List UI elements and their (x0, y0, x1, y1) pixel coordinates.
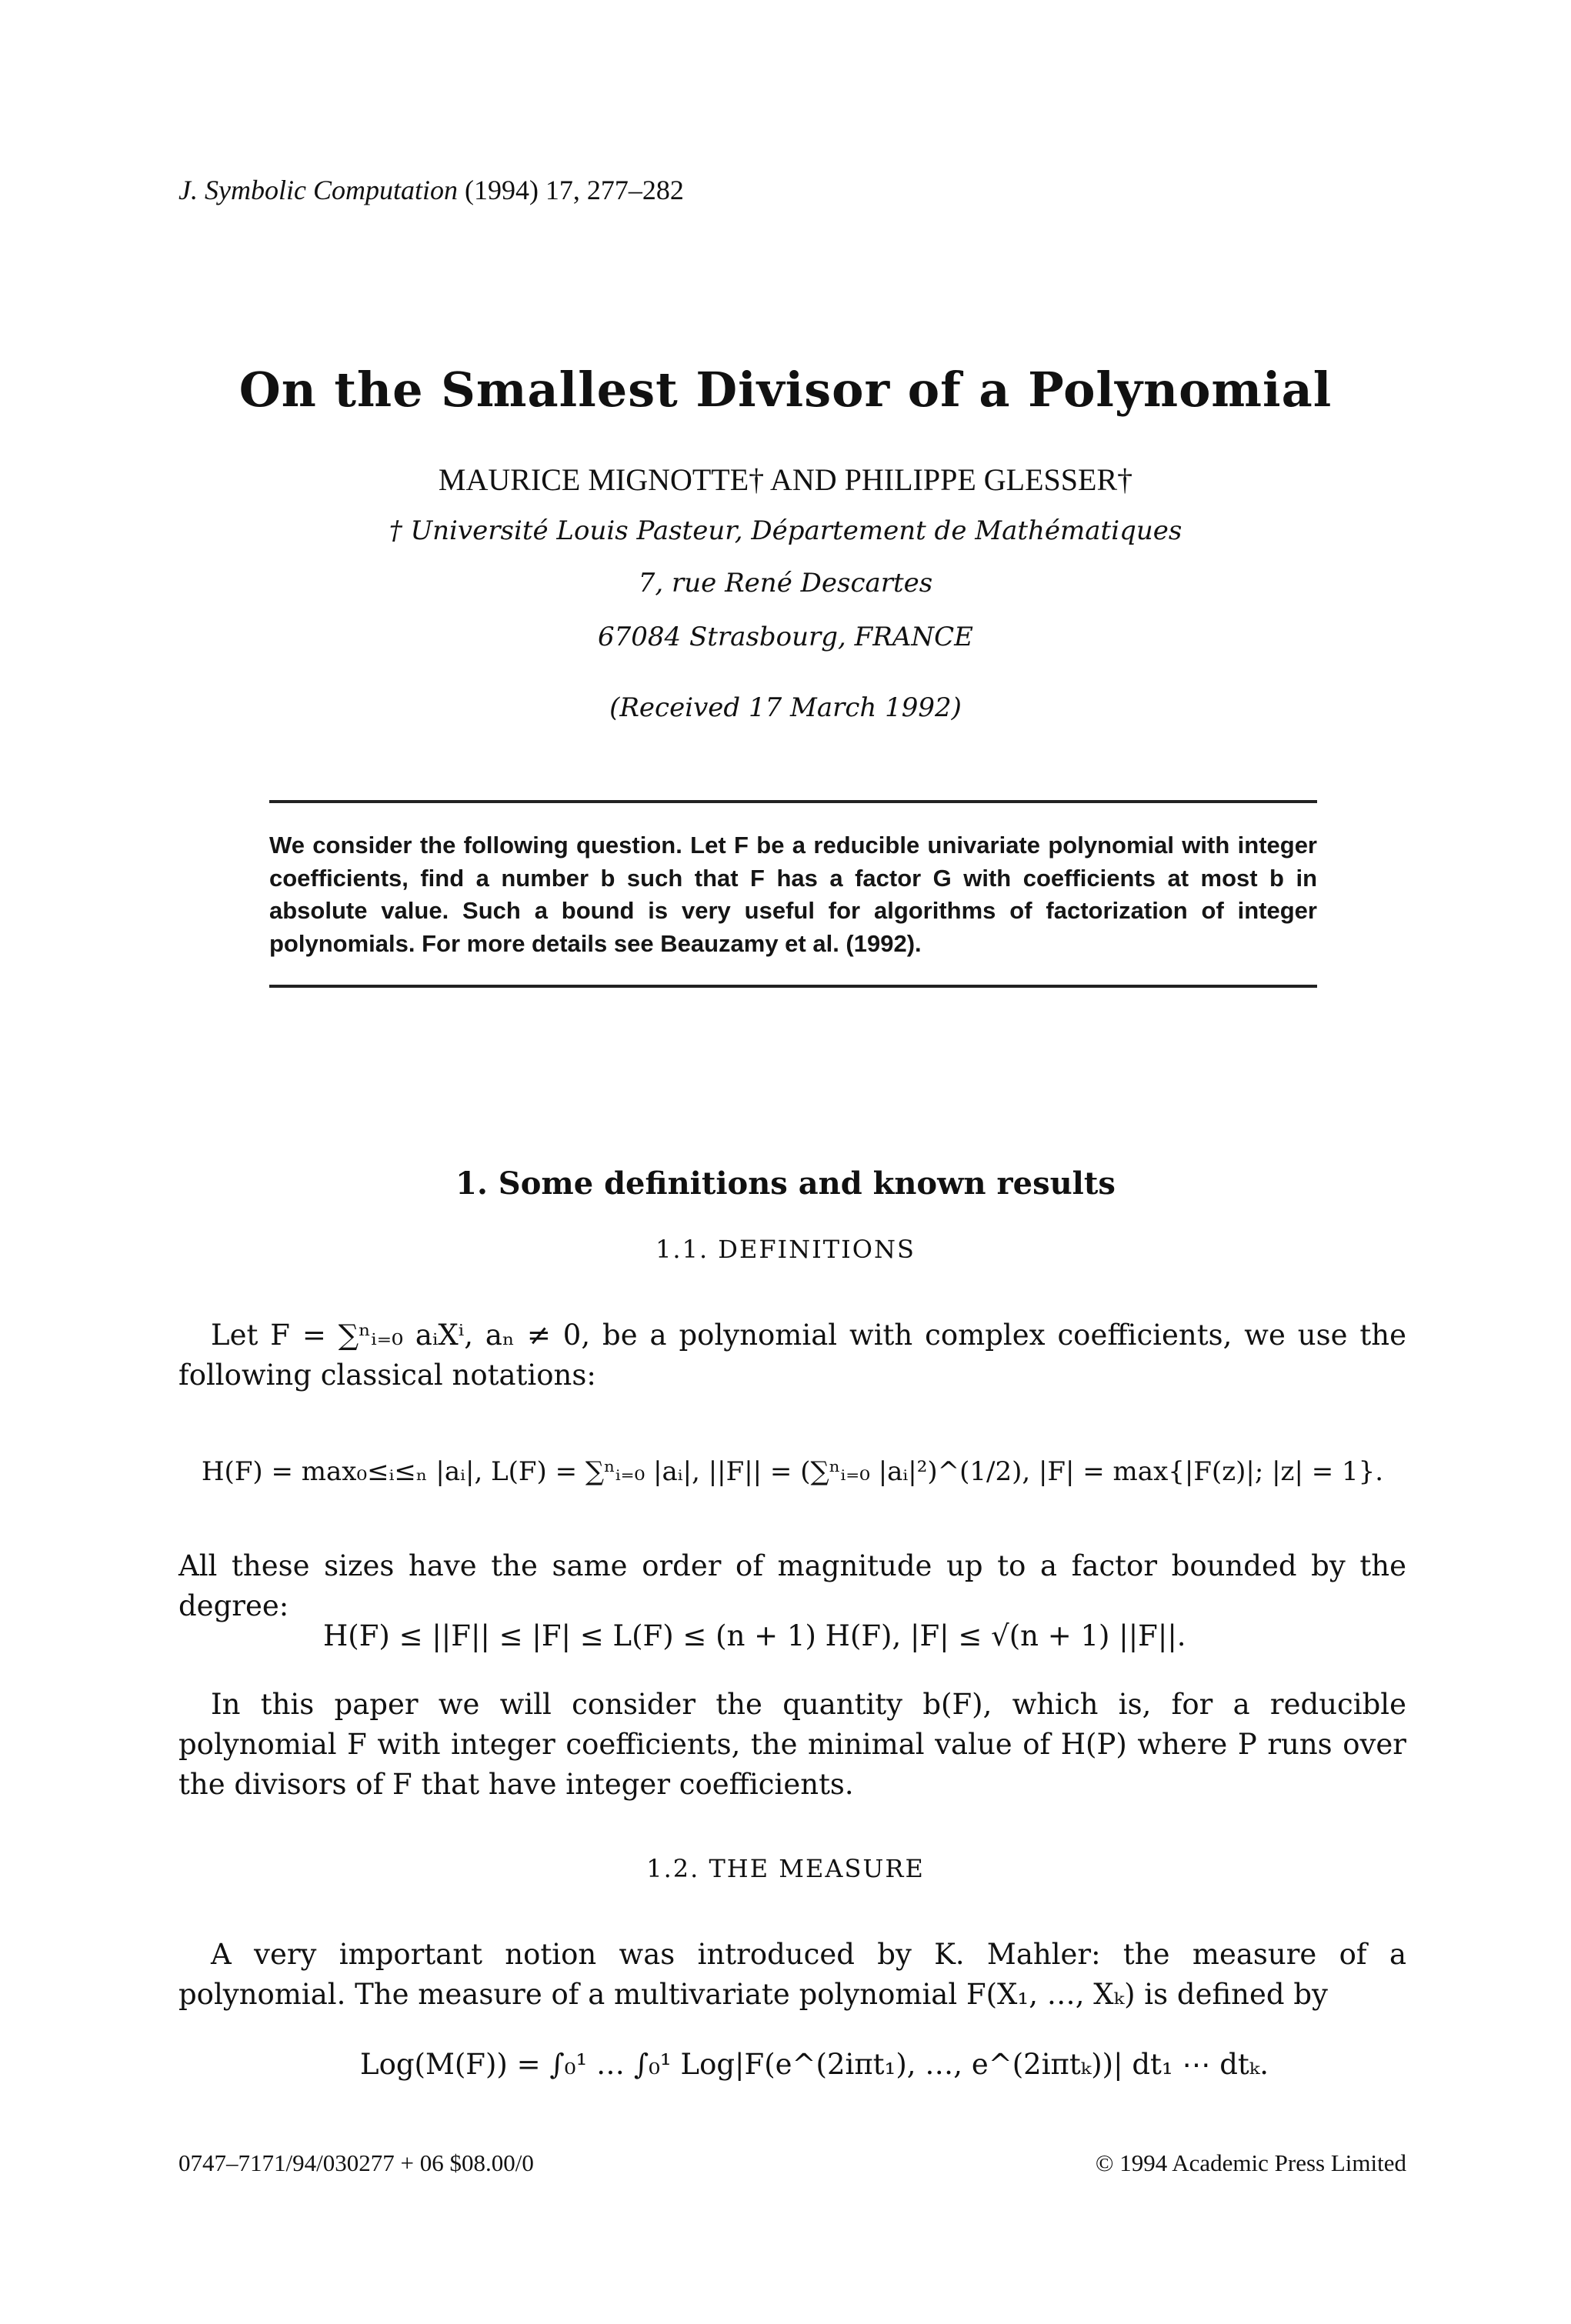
subsection-heading-measure: 1.2. THE MEASURE (646, 1854, 925, 1883)
abstract-bottom-rule (269, 985, 1317, 988)
abstract-top-rule (269, 800, 1317, 803)
footer-code: 0747–7171/94/030277 + 06 $08.00/0 (178, 2149, 534, 2176)
author-list: MAURICE MIGNOTTE† AND PHILIPPE GLESSER† (438, 462, 1133, 497)
paragraph-order: All these sizes have the same order of magnitude up to a factor bounded by the degree: (178, 1549, 1406, 1622)
received-date: (Received 17 March 1992) (609, 692, 962, 723)
equation-inequalities: H(F) ≤ ||F|| ≤ |F| ≤ L(F) ≤ (n + 1) H(F), |F| ≤ √(n + 1) ||F||. (323, 1619, 1186, 1652)
journal-header (178, 174, 684, 206)
equation-norms-text: H(F) = max₀≤ᵢ≤ₙ |aᵢ|, L(F) = ∑ⁿᵢ₌₀ |aᵢ|, ||F|| = (∑ⁿᵢ₌₀ |aᵢ|²)^(1/2), |F| = max{|F(z)|; |z| = 1}. (201, 1456, 1384, 1487)
abstract-text: We consider the following question. Let F be a reducible univariate polynomial with integer coefficients, find a number b such that F has a factor G with coefficients at most b in absolute value. Such a bound is very useful for algorithms of factorization of integer polynomials. For more details see Beauzamy et al. (1992). (269, 832, 1317, 957)
paragraph-definitions: Let F = ∑ⁿᵢ₌₀ aᵢXⁱ, aₙ ≠ 0, be a polynomial with complex coefficients, we use the following classical notations: (178, 1319, 1406, 1392)
subsection-heading-definitions: 1.1. DEFINITIONS (655, 1235, 916, 1264)
equation-measure: Log(M(F)) = ∫₀¹ … ∫₀¹ Log|F(e^(2iπt₁), …, e^(2iπtₖ))| dt₁ ⋯ dtₖ. (360, 2048, 1269, 2081)
paragraph-measure: A very important notion was introduced by K. Mahler: the measure of a polynomial. The measure of a multivariate polynomial F(X₁, …, Xₖ) is defined by (178, 1938, 1406, 2011)
section-heading: 1. Some definitions and known results (455, 1165, 1116, 1202)
footer-copyright: © 1994 Academic Press Limited (1095, 2149, 1406, 2176)
affiliation-line-1: † Université Louis Pasteur, Département de Mathématiques (389, 515, 1182, 546)
journal-name: J. Symbolic Computation (178, 175, 458, 205)
affiliation-line-3: 67084 Strasbourg, FRANCE (598, 622, 973, 652)
paragraph-quantity: In this paper we will consider the quantity b(F), which is, for a reducible polynomial F with integer coefficients, the minimal value of H(P) where P runs over the divisors of F that have integer coefficients. (178, 1688, 1406, 1801)
equation-norms (178, 1417, 1406, 1532)
journal-volume: (1994) 17, 277–282 (457, 175, 684, 205)
paper-title: On the Smallest Divisor of a Polynomial (238, 362, 1333, 418)
affiliation-line-2: 7, rue René Descartes (638, 568, 933, 599)
